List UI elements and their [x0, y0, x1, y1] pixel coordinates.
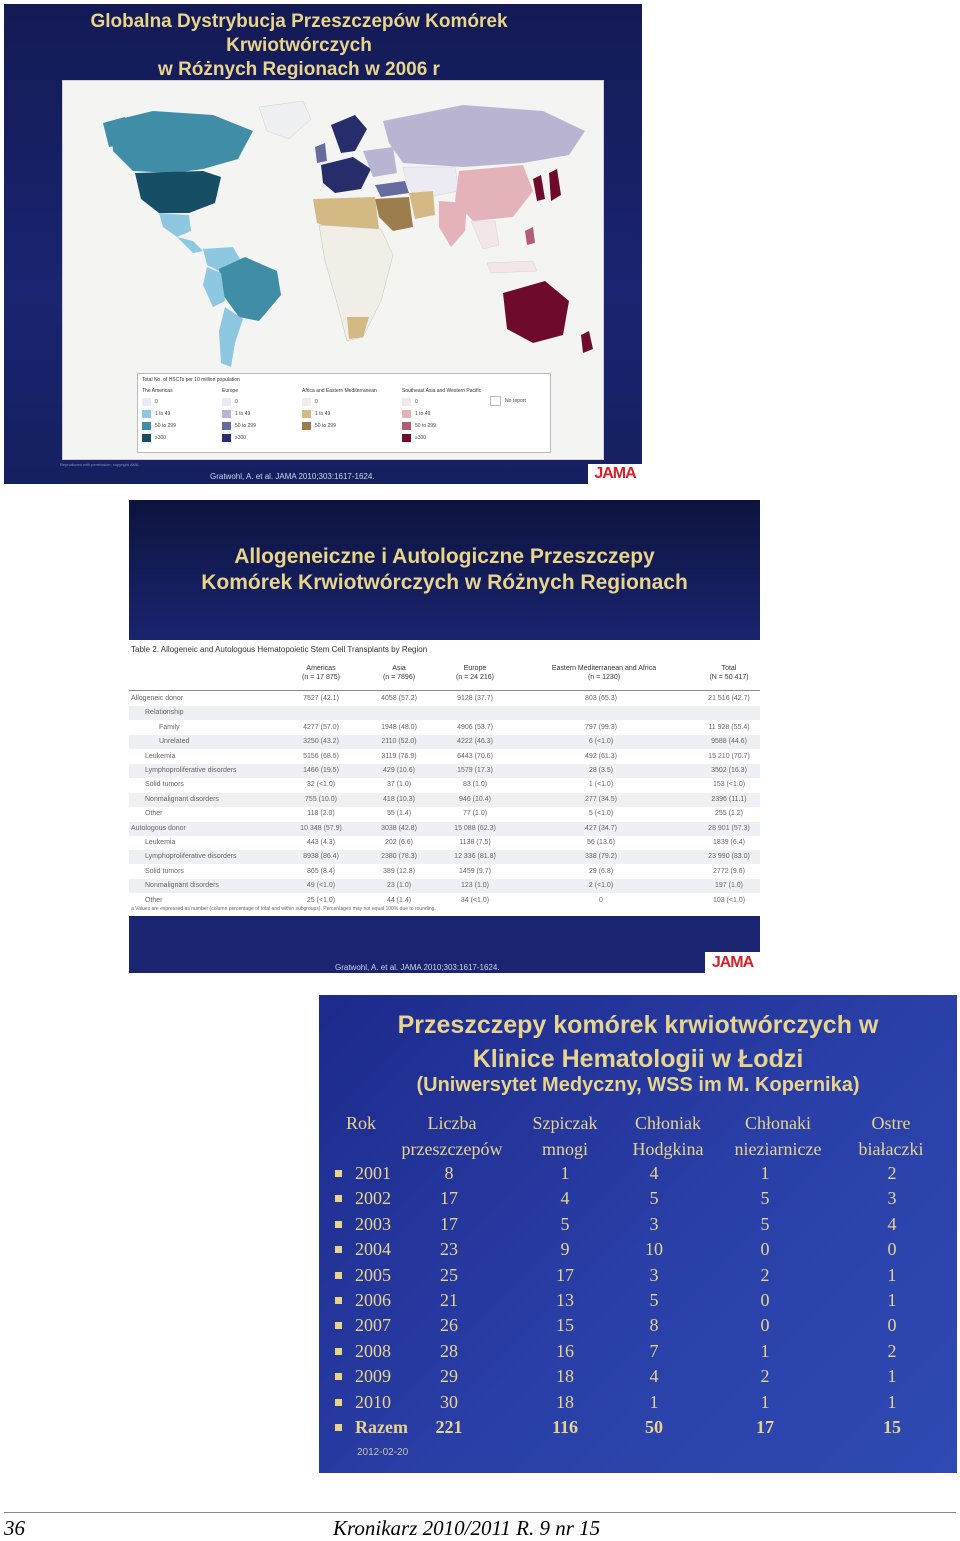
table-row — [129, 793, 760, 807]
legend-row — [142, 420, 230, 432]
slide3-table-cell: 2003 — [355, 1213, 391, 1234]
slide3-table-row — [319, 1186, 957, 1211]
table-cell: 5156 (68.5) — [303, 752, 339, 760]
table-row — [129, 865, 760, 879]
slide3-date: 2012-02-20 — [357, 1447, 409, 1458]
table-cell: 103 (<1.0) — [712, 896, 746, 904]
table-cell: 2396 (11.1) — [711, 795, 747, 803]
legend-swatch — [402, 410, 411, 418]
transplant-table — [129, 640, 760, 916]
page-number: 36 — [4, 1516, 25, 1540]
table-row — [129, 879, 760, 893]
table-cell: 34 (<1.0) — [460, 896, 490, 904]
slide3-table-cell: Razem — [355, 1417, 408, 1437]
table-cell: 338 (79.2) — [585, 853, 617, 861]
legend-column-header: Africa and Eastern Mediterranean — [302, 388, 377, 394]
slide3-table-cell: 8 — [649, 1315, 659, 1336]
map-korea-japan — [533, 175, 545, 201]
slide3-table-cell: 13 — [556, 1290, 574, 1310]
slide3-table-cell: 5 — [760, 1188, 770, 1209]
table-row — [129, 850, 760, 864]
slide3-title: Przeszczepy komórek krwiotwórczych w — [397, 1011, 879, 1039]
legend-label: ≥300 — [415, 435, 427, 441]
slide3-table-cell: 2007 — [355, 1315, 391, 1336]
slide3-table-cell: 0 — [887, 1315, 897, 1336]
slide3-table-cell: 15 — [556, 1315, 574, 1336]
slide3-table-cell: 26 — [440, 1315, 458, 1336]
table-cell: 29 (6.8) — [588, 867, 614, 875]
table-cell: 37 (1.0) — [386, 781, 412, 789]
bullet-icon — [335, 1195, 342, 1202]
legend-column-header: Southeast Asia and Western Pacific — [402, 388, 482, 394]
slide3-table-cell: 4 — [560, 1188, 570, 1209]
map-mexico — [159, 213, 191, 237]
table-column-header: Total (N = 50 417) — [709, 665, 749, 681]
footer-rule — [4, 1512, 956, 1513]
table-cell: 23 (1.0) — [386, 882, 412, 890]
slide3-table-row — [319, 1364, 957, 1389]
bullet-icon — [335, 1297, 342, 1304]
legend-swatch — [402, 434, 411, 442]
legend-label: 0 — [235, 399, 238, 405]
table-cell: 118 (2.0) — [307, 810, 335, 818]
legend-swatch — [302, 398, 311, 406]
slide3-column-header: Rok — [345, 1113, 376, 1133]
table-cell: 49 (<1.0) — [306, 882, 336, 890]
slide3-table-cell: 18 — [556, 1391, 574, 1412]
table-cell: 77 (1.0) — [462, 810, 488, 818]
slide3-table-cell: 5 — [760, 1213, 770, 1234]
slide3-column-header: Chłoniak Hodgkina — [632, 1113, 704, 1159]
map-uk — [315, 143, 327, 163]
legend-label: 0 — [415, 399, 418, 405]
map-iran — [409, 191, 435, 219]
legend-row — [142, 432, 230, 444]
legend-label: 1 to 49 — [315, 411, 331, 417]
legend-swatch — [302, 410, 311, 418]
table-row — [129, 764, 760, 778]
slide3-table-cell: 0 — [760, 1239, 770, 1260]
slide3-table-cell: 0 — [887, 1239, 897, 1260]
table-column-header: Americas (n = 17 875) — [302, 665, 340, 681]
table-cell: 4277 (57.0) — [303, 723, 339, 731]
slide3-table-cell: 221 — [435, 1417, 463, 1437]
table-cell: 1839 (6.4) — [713, 839, 745, 846]
table-cell: 12 336 (81.8) — [454, 853, 496, 861]
legend-label: 0 — [315, 399, 318, 405]
slide3-table-cell: 17 — [556, 1264, 574, 1285]
map-legend — [137, 373, 551, 453]
table-cell: 123 (1.0) — [460, 882, 490, 890]
bullet-icon — [335, 1246, 342, 1253]
legend-column-header: Europe — [222, 388, 239, 394]
legend-row — [222, 432, 310, 444]
slide3-table-cell: 1 — [560, 1163, 570, 1183]
slide3-table-cell: 5 — [649, 1290, 659, 1310]
slide3-table-cell: 25 — [440, 1264, 458, 1285]
table-cell: 28 901 (57.3) — [708, 824, 750, 832]
slide3-table-row — [319, 1313, 957, 1338]
table-cell: 21 516 (42.7) — [708, 695, 750, 702]
table-cell: 4058 (57.2) — [381, 695, 417, 702]
slide3-table-cell: 28 — [440, 1340, 458, 1361]
legend-swatch — [142, 410, 151, 418]
table-cell: 865 (8.4) — [306, 867, 336, 875]
slide3-table-cell: 1 — [887, 1391, 897, 1412]
slide3-table-cell: 10 — [645, 1239, 663, 1260]
publication-title: Kronikarz 2010/2011 R. 9 nr 15 — [333, 1516, 601, 1540]
table-cell: 3250 (43.2) — [303, 738, 339, 746]
slide3-table-cell: 5 — [649, 1188, 659, 1209]
slide3-table-row — [319, 1161, 957, 1186]
slide3-subtitle: (Uniwersytet Medyczny, WSS im M. Kopernika) — [416, 1074, 860, 1096]
legend-swatch — [222, 422, 231, 430]
table-cell: 11 928 (55.4) — [708, 723, 750, 731]
slide3-table-row — [319, 1288, 957, 1313]
world-map-panel — [62, 80, 604, 460]
table-row — [129, 778, 760, 792]
map-australia — [503, 281, 569, 343]
slide3-table-cell: 30 — [440, 1391, 458, 1412]
map-canada — [111, 111, 253, 173]
legend-column — [402, 388, 490, 444]
jama-logo: JAMA — [588, 464, 642, 484]
slide3-table-cell: 1 — [887, 1366, 897, 1387]
bullet-icon — [335, 1373, 342, 1380]
legend-column — [222, 388, 310, 444]
table-cell: 755 (10.0) — [305, 795, 337, 803]
table-row-label: Nonmalignant disorders — [145, 795, 219, 803]
slide3-table-row — [319, 1263, 957, 1288]
slide3-table-cell: 2005 — [355, 1264, 391, 1285]
legend-label: 1 to 49 — [415, 411, 431, 417]
slide3-table-row — [319, 1212, 957, 1237]
table-cell: 3502 (16.3) — [711, 767, 747, 774]
table-row — [129, 836, 760, 850]
legend-column-header: The Americas — [142, 388, 173, 394]
slide3-table-row — [319, 1237, 957, 1262]
slide3-column-header: Liczba przeszczepów — [401, 1113, 503, 1159]
legend-label: 50 to 299 — [235, 423, 256, 429]
bullet-icon — [335, 1348, 342, 1355]
table-header — [129, 664, 760, 691]
legend-swatch — [222, 398, 231, 406]
legend-row — [302, 420, 390, 432]
bullet-icon — [335, 1424, 342, 1431]
legend-label: 1 to 49 — [155, 411, 171, 417]
map-new-zealand — [581, 331, 593, 353]
slide3-table-cell: 1 — [649, 1391, 659, 1412]
table-cell: 15 210 (70.7) — [708, 752, 750, 760]
slide3-table-cell: 0 — [760, 1315, 770, 1336]
table-cell: 3119 (76.9) — [381, 752, 417, 760]
slide3-table-cell: 2001 — [355, 1163, 391, 1183]
bullet-icon — [335, 1221, 342, 1228]
table-column-header: Europe (n = 24 216) — [456, 665, 494, 681]
slide3-table-cell: 3 — [649, 1264, 659, 1285]
table-cell: 1138 (7.5) — [459, 839, 491, 846]
slide3-table-cell: 23 — [440, 1239, 458, 1260]
slide3-table-cell: 3 — [649, 1213, 659, 1234]
table-cell: 2380 (78.3) — [381, 853, 417, 861]
table-row — [129, 735, 760, 749]
table-cell: 418 (10.3) — [383, 795, 415, 803]
table-cell: 55 (1.4) — [386, 810, 412, 818]
slide3-table-cell: 4 — [649, 1366, 659, 1387]
slide3-table-cell: 4 — [887, 1213, 897, 1234]
slide3-table-cell: 2 — [887, 1340, 897, 1361]
legend-swatch — [490, 396, 501, 406]
legend-row — [222, 396, 310, 408]
table-cell: 7527 (42.1) — [303, 695, 339, 702]
table-row-label: Other — [145, 810, 163, 818]
table-cell: 1466 (19.5) — [303, 767, 339, 774]
table-cell: 1 (<1.0) — [588, 781, 614, 789]
slide3-table-row — [319, 1390, 957, 1415]
slide3-table-cell: 9 — [560, 1239, 570, 1260]
slide3-table-cell: 29 — [440, 1366, 458, 1387]
table-cell: 10 348 (57.9) — [300, 824, 342, 832]
table-row-label: Family — [159, 723, 180, 731]
map-southeast-asia — [471, 221, 499, 249]
table-cell: 5 (<1.0) — [588, 810, 614, 818]
slide3-table-cell: 17 — [756, 1417, 774, 1437]
table-row-label: Lymphoproliferative disorders — [145, 767, 237, 774]
bullet-icon — [335, 1399, 342, 1406]
legend-title: Total No. of HSCTs per 10 million population — [142, 377, 240, 383]
table-cell: 443 (4.3) — [306, 839, 336, 846]
table-cell: 153 (<1.0) — [712, 781, 746, 789]
table-cell: 389 (12.8) — [383, 867, 415, 875]
slide3-column-header: Chłonaki nieziarnicze — [734, 1113, 822, 1159]
map-scandinavia — [331, 115, 367, 153]
table-cell: 946 (10.4) — [459, 795, 491, 803]
legend-swatch — [402, 398, 411, 406]
slide3-column-header: Szpiczak mnogi — [532, 1113, 598, 1159]
table-cell: 1948 (48.0) — [381, 723, 417, 731]
slide3-table-cell: 7 — [649, 1340, 659, 1361]
legend-label: 50 to 299 — [415, 423, 436, 429]
legend-row — [142, 396, 230, 408]
legend-label: 0 — [155, 399, 158, 405]
slide3-table-cell: 2004 — [355, 1239, 391, 1260]
table-cell: 9128 (37.7) — [457, 695, 493, 702]
slide3-table-cell: 1 — [887, 1290, 897, 1310]
table-cell: 8938 (86.4) — [303, 853, 339, 861]
slide3-table-cell: 18 — [556, 1366, 574, 1387]
table-cell: 56 (13.6) — [586, 839, 616, 846]
slide3-table-cell: 116 — [551, 1417, 578, 1437]
slide3-table-row — [319, 1415, 957, 1440]
legend-swatch — [222, 434, 231, 442]
legend-label: 50 to 299 — [155, 423, 176, 429]
slide3-table-cell: 1 — [887, 1264, 897, 1285]
table-cell: 4222 (46.3) — [457, 738, 493, 746]
table-cell: 429 (10.6) — [383, 767, 415, 774]
slide-allo-auto-table — [129, 500, 760, 973]
table-cell: 202 (6.6) — [384, 839, 414, 846]
table-cell: 6443 (70.6) — [457, 752, 493, 760]
slide3-table-cell: 2 — [887, 1163, 897, 1183]
legend-no-report: No report — [490, 396, 526, 406]
table-footnote: a Values are expressed as number (column percentage of total and within subgroups). Percentages may not equal 100% due to rounding. — [131, 906, 436, 912]
slide3-table-cell: 2 — [760, 1366, 770, 1387]
table-cell: 9588 (44.6) — [711, 738, 747, 746]
table-cell: 28 (3.5) — [588, 767, 614, 774]
slide3-table-cell: 17 — [440, 1188, 458, 1209]
table-cell: 83 (1.0) — [462, 781, 488, 789]
table-row-label: Autologous donor — [131, 824, 186, 832]
slide1-source-note: Reproduced with permission; copyright AMA. — [60, 462, 140, 467]
slide3-table-cell: 3 — [887, 1188, 897, 1209]
slide1-title: Globalna Dystrybucja Przeszczepów Komórek Krwiotwórczych w Różnych Regionach w 2006 r — [90, 11, 508, 80]
table-row-label: Leukemia — [145, 752, 176, 760]
legend-column — [142, 388, 230, 444]
slide3-table-cell: 1 — [760, 1163, 770, 1183]
legend-row — [402, 396, 490, 408]
legend-label: ≥300 — [235, 435, 247, 441]
table-cell: 3038 (42.8) — [381, 824, 417, 832]
map-western-europe — [321, 157, 371, 193]
table-caption: Table 2. Allogeneic and Autologous Hematopoietic Stem Cell Transplants by Region — [131, 645, 428, 654]
slide3-column-header: Ostre białaczki — [858, 1113, 924, 1159]
table-cell: 0 — [599, 896, 603, 904]
table-row-label: Relationship — [145, 709, 184, 717]
table-cell: 1579 (17.3) — [457, 767, 493, 774]
table-cell: 803 (65.3) — [585, 695, 617, 702]
table-cell: 427 (34.7) — [585, 824, 617, 832]
slide3-table-cell: 17 — [440, 1213, 458, 1234]
table-cell: 32 (<1.0) — [306, 781, 336, 789]
table-row-label: Nonmalignant disorders — [145, 882, 219, 890]
map-usa — [135, 171, 221, 213]
legend-row — [402, 420, 490, 432]
jama-logo: JAMA — [705, 952, 760, 973]
legend-row — [302, 408, 390, 420]
slide3-table-cell: 2 — [760, 1264, 770, 1285]
table-cell: 1459 (9.7) — [459, 867, 491, 875]
slide3-table-cell: 2010 — [355, 1391, 391, 1412]
legend-row — [402, 432, 490, 444]
table-cell: 277 (34.5) — [585, 795, 617, 803]
table-row-label: Unrelated — [159, 738, 190, 746]
table-row-label: Lymphoproliferative disorders — [145, 853, 237, 861]
slide3-table-cell: 4 — [649, 1163, 659, 1183]
legend-swatch — [222, 410, 231, 418]
legend-row — [222, 420, 310, 432]
table-cell: 255 (1.2) — [714, 810, 744, 818]
map-central-america — [177, 237, 203, 253]
map-alaska — [103, 117, 129, 147]
map-russia — [383, 105, 585, 167]
slide-lodz-transplants — [319, 995, 957, 1473]
slide3-table-row — [319, 1339, 957, 1364]
slide3-table-cell: 5 — [560, 1213, 570, 1234]
slide2-citation: Gratwohl, A. et al. JAMA 2010;303:1617-1624. — [335, 963, 500, 972]
slide1-citation: Gratwohl, A. et al. JAMA 2010;303:1617-1624. — [210, 472, 375, 481]
map-middle-east — [375, 197, 413, 231]
slide3-table-cell: 50 — [645, 1417, 663, 1437]
table-cell: 6 (<1.0) — [588, 738, 614, 746]
table-cell: 2772 (9.6) — [713, 867, 745, 875]
map-china — [455, 165, 533, 221]
table-row — [129, 692, 760, 706]
map-turkey — [375, 181, 409, 197]
legend-swatch — [142, 422, 151, 430]
map-greenland — [259, 101, 311, 139]
table-row-label: Other — [145, 896, 163, 904]
legend-row — [402, 408, 490, 420]
table-row-label: Solid tumors — [145, 867, 184, 875]
slide2-title: Allogeneiczne i Autologiczne Przeszczepy Komórek Krwiotwórczych w Różnych Regionach — [201, 545, 688, 594]
slide3-table-cell: 15 — [883, 1417, 901, 1437]
table-row-label: Allogeneic donor — [131, 695, 184, 702]
map-indonesia — [487, 261, 537, 273]
legend-label: ≥300 — [155, 435, 167, 441]
map-philippines — [525, 227, 535, 245]
slide3-table-cell: 2006 — [355, 1290, 391, 1310]
slide3-title-line2: Klinice Hematologii w Łodzi — [472, 1045, 804, 1073]
map-japan — [549, 169, 561, 201]
bullet-icon — [335, 1272, 342, 1279]
legend-swatch — [142, 398, 151, 406]
legend-label: 50 to 299 — [315, 423, 336, 429]
legend-swatch — [402, 422, 411, 430]
table-column-header: Eastern Mediterranean and Africa (n = 1230) — [551, 665, 657, 681]
table-column-header: Asia (n = 7896) — [382, 665, 416, 681]
map-india — [439, 201, 467, 247]
table-row-label: Solid tumors — [145, 781, 184, 789]
table-cell: 15 088 (62.3) — [454, 824, 496, 832]
table-cell: 4906 (53.7) — [457, 723, 493, 731]
slide3-table-cell: 1 — [760, 1391, 770, 1412]
legend-swatch — [302, 422, 311, 430]
legend-row — [142, 408, 230, 420]
table-cell: 25 (<1.0) — [306, 896, 336, 904]
slide3-table-cell: 2009 — [355, 1366, 391, 1387]
table-row — [129, 721, 760, 735]
slide3-table-cell: 2002 — [355, 1188, 391, 1209]
slide3-table-cell: 0 — [760, 1290, 770, 1310]
legend-row — [222, 408, 310, 420]
legend-column — [302, 388, 390, 432]
table-cell: 44 (1.4) — [386, 896, 412, 904]
table-row-label: Leukemia — [145, 839, 176, 846]
slide-world-distribution — [4, 4, 642, 484]
slide3-table-cell: 1 — [760, 1340, 770, 1361]
table-cell: 197 (1.0) — [714, 882, 744, 890]
legend-label: 1 to 49 — [235, 411, 251, 417]
legend-swatch — [142, 434, 151, 442]
legend-row — [302, 396, 390, 408]
table-cell: 492 (61.3) — [585, 752, 617, 760]
slide3-table-cell: 16 — [556, 1340, 574, 1361]
bullet-icon — [335, 1322, 342, 1329]
table-row — [129, 822, 760, 836]
table-cell: 23 990 (83.0) — [708, 853, 750, 861]
slide3-table-cell: 8 — [444, 1163, 454, 1183]
table-cell: 2 (<1.0) — [588, 882, 614, 890]
table-row — [129, 706, 760, 720]
table-row — [129, 807, 760, 821]
table-cell: 797 (99.3) — [585, 723, 617, 731]
table-cell: 2110 (52.0) — [381, 738, 417, 746]
slide3-table-cell: 21 — [440, 1290, 458, 1310]
bullet-icon — [335, 1170, 342, 1177]
table-row — [129, 750, 760, 764]
slide3-table-cell: 2008 — [355, 1340, 391, 1361]
